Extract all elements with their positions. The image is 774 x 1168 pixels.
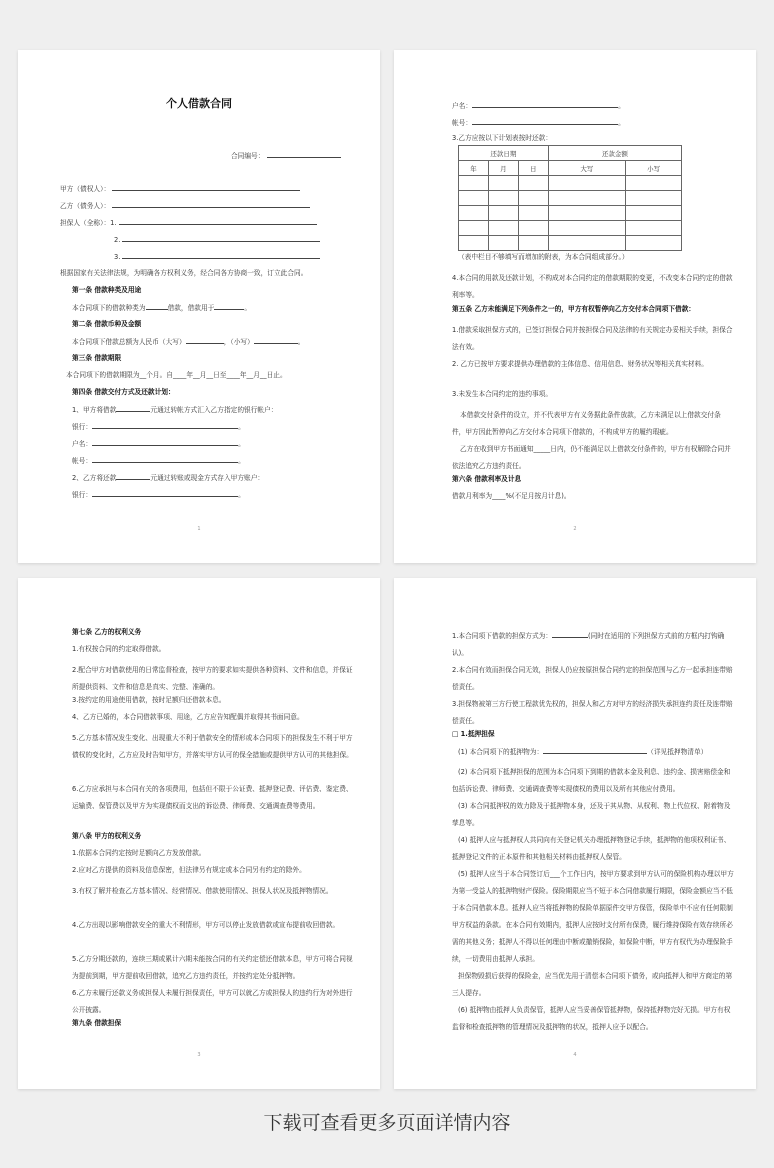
- mortgage-item-1: (1) 本合同项下的抵押物为： （详见抵押物清单）: [458, 748, 708, 756]
- guarantor-field-1: 担保人（全称）：1.: [60, 218, 317, 228]
- article-8-item-1: 1.依据本合同约定按时足额向乙方发放借款。: [72, 849, 206, 857]
- account-no-field: 帐号： 。: [72, 457, 245, 465]
- table-row: [459, 176, 682, 191]
- repayment-table: [458, 145, 682, 251]
- contract-page-2: [394, 50, 756, 563]
- article-3-body: 本合同项下的借款期限为__个月。自____年__月__日至____年__月__日止。: [66, 371, 287, 379]
- header-uppercase: 大写: [548, 161, 626, 176]
- article-9-title: 第九条 借款担保: [72, 1019, 122, 1027]
- contract-number-field: 合同编号：: [231, 151, 341, 161]
- article-2-title: 第二条 借款币种及金额: [72, 320, 142, 328]
- article-5-title: 第五条 乙方未能满足下列条件之一的，甲方有权暂停向乙方交付本合同项下借款：: [452, 305, 696, 313]
- page-number: 1: [197, 526, 201, 532]
- table-row: [459, 206, 682, 221]
- preamble: 根据国家有关法律法规，为明确各方权利义务，经合同各方协商一致，订立此合同。: [60, 269, 308, 277]
- mortgage-item-5: (5) 抵押人应当于本合同签订后___个工作日内，按甲方要求到甲方认可的保险机构办理以甲方为第一受益人的抵押物财产保险。保险期限应当不短于本合同借款履行期限，保险金额应当不低于本合同借款本息。抵押人应当将抵押物的保险单据原件交甲方保管，保险单中不应有任何限制甲方权益的条款。在本合同有效期内，抵押人应按时支付所有保费，履行维持保险有效存续所必需的其他义务；抵押人不得以任何理由中断或撤销保险，如保险中断，甲方有权代为办理保险手续，一切费用由抵押人承担。: [452, 870, 734, 963]
- page-number: 2: [573, 526, 577, 532]
- party-b-field: 乙方（债务人）：: [60, 201, 310, 211]
- article-6-body: 借款月利率为____%(不足月按月计息)。: [452, 492, 571, 500]
- article-5-item-3: 3.未发生本合同约定的违约事项。: [452, 390, 553, 398]
- page-number: 3: [197, 1052, 201, 1058]
- page-number: 4: [573, 1052, 577, 1058]
- article-2-body: 本合同项下借款总额为人民币（大写） ，（小写） 。: [72, 338, 305, 346]
- mortgage-item-2: (2) 本合同项下抵押担保的范围为本合同项下到期的借款本金及利息、违约金、损害赔偿金和包括诉讼费、律师费、交通调查费等实现债权的费用以及所有其他应付费用。: [452, 768, 731, 793]
- header-year: 年: [459, 161, 489, 176]
- article-8-item-2: 2.应对乙方提供的资料及信息保密，但法律另有规定或本合同另有约定的除外。: [72, 866, 306, 874]
- header-repayment-date: 还款日期: [459, 146, 549, 161]
- article-7-item-4: 4、乙方已婚的，本合同借款事项、用途，乙方应告知配偶并取得其书面同意。: [72, 713, 304, 721]
- mortgage-title: □ 1.抵押担保: [452, 730, 495, 738]
- mortgage-item-6: (6) 抵押物由抵押人负责保管，抵押人应当妥善保管抵押物，保持抵押物完好无损。甲方有权监督和检查抵押物的管理情况及抵押物的状况，抵押人应予以配合。: [452, 1006, 731, 1031]
- mortgage-item-4: (4) 抵押人应与抵押权人共同向有关登记机关办理抵押物登记手续，抵押物的他项权利证书、抵押登记文件的正本原件和其他相关材料由抵押权人保管。: [452, 836, 731, 861]
- repayment-plan-intro: 3.乙方应按以下计划表按时还款：: [452, 134, 553, 142]
- article-1-title: 第一条 借款种类及用途: [72, 286, 142, 294]
- guarantee-method: 1.本合同项下借款的担保方式为： (同时在适用的下列担保方式前的方框内打钩确认)。: [452, 632, 725, 657]
- article-5-item-1: 1.借款采取担保方式的，已签订担保合同并按担保合同及法律的有关规定办妥相关手续，担保合法有效。: [452, 326, 733, 351]
- contract-page-4: [394, 578, 756, 1089]
- article-8-item-4: 4.乙方出现以影响借款安全的重大不利情形，甲方可以停止发放借款或宣布提前收回借款。: [72, 921, 340, 929]
- article-7-item-2: 2.配合甲方对借款使用的日常监督检查，按甲方的要求如实提供各种资料、文件和信息，并保证所提供资料、文件和信息是真实、完整、准确的。: [72, 666, 353, 691]
- table-note: （表中栏目不够填写而增加的附表，为本合同组成部分。）: [458, 253, 629, 261]
- table-row: [459, 221, 682, 236]
- article-1-body: 本合同项下的借款种类为 借款，借款用于 。: [72, 304, 252, 312]
- download-more-footer[interactable]: 下载可查看更多页面详情内容: [263, 1112, 511, 1134]
- contract-page-3: [18, 578, 380, 1089]
- account-no-field: 帐号： 。: [452, 119, 625, 127]
- article-4-item-1: 1、甲方将借款 元通过转帐方式汇入乙方指定的银行帐户：: [72, 406, 278, 414]
- article-7-item-6: 6.乙方应承担与本合同有关的各项费用，包括但不限于公证费、抵押登记费、评估费、鉴定费、运输费、保管费以及甲方为实现债权而支出的诉讼费、律师费、交通调查费等费用。: [72, 785, 353, 810]
- article-8-item-3: 3.有权了解并检查乙方基本情况、经营情况、借款使用情况、担保人状况及抵押物情况。: [72, 887, 333, 895]
- guarantor-field-3: 3.: [114, 252, 320, 262]
- article-4-title: 第四条 借款交付方式及还款计划：: [72, 388, 175, 396]
- contract-page-1: [18, 50, 380, 563]
- article-3-title: 第三条 借款期限: [72, 354, 122, 362]
- article-6-title: 第六条 借款利率及计息: [452, 475, 522, 483]
- article-4-item-2: 2、乙方将还款 元通过转账或现金方式存入甲方账户：: [72, 474, 265, 482]
- header-day: 日: [518, 161, 548, 176]
- article-7-title: 第七条 乙方的权利义务: [72, 628, 142, 636]
- party-a-field: 甲方（债权人）：: [60, 184, 300, 194]
- bank-field: 银行： 。: [72, 423, 245, 431]
- header-repayment-amount: 还款金额: [548, 146, 681, 161]
- guarantee-item-3: 3.担保物被第三方行使工程款优先权的，担保人和乙方对甲方的经济损失承担连约责任及连带赔偿责任。: [452, 700, 733, 725]
- article-5-item-2: 2. 乙方已按甲方要求提供办理借款的主体信息、信用信息、财务状况等相关真实材料。: [452, 360, 708, 368]
- header-month: 月: [488, 161, 518, 176]
- table-row: [459, 191, 682, 206]
- mortgage-item-3: (3) 本合同抵押权的效力除及于抵押物本身，还及于其从物、从权利、物上代位权、附着物及孳息等。: [452, 802, 731, 827]
- contract-title: 个人借款合同: [166, 97, 232, 110]
- guarantor-field-2: 2.: [114, 235, 320, 245]
- item-4: 4.本合同的用款及还款计划，不构成对本合同约定的借款期限的变更，不改变本合同约定的借款利率等。: [452, 274, 733, 299]
- guarantee-item-2: 2.本合同有效而担保合同无效，担保人仍应按原担保合同约定的担保范围与乙方一起承担连带赔偿责任。: [452, 666, 733, 691]
- table-row: [459, 236, 682, 251]
- bank-field-2: 银行： 。: [72, 491, 245, 499]
- header-lowercase: 小写: [626, 161, 682, 176]
- article-8-title: 第八条 甲方的权利义务: [72, 832, 142, 840]
- article-8-item-6: 6.乙方未履行还款义务或担保人未履行担保责任，甲方可以就乙方或担保人的违约行为对外进行公开披露。: [72, 989, 353, 1014]
- article-5-para-2: 乙方在收到甲方书面通知_____日内，仍不能满足以上借款交付条件的，甲方有权解除合同并依法追究乙方违约责任。: [452, 445, 731, 470]
- insurance-proceeds-para: 担保物毁损后获得的保险金，应当优先用于清偿本合同项下债务，或向抵押人和甲方商定的第三人提存。: [452, 972, 733, 997]
- article-7-item-1: 1.有权按合同的约定取得借款。: [72, 645, 166, 653]
- article-5-para-1: 本借款交付条件的设立，并不代表甲方有义务据此条件放款，乙方未满足以上借款交付条件，甲方因此暂停向乙方交付本合同项下借款的，不构成甲方的履约瑕疵。: [452, 411, 721, 436]
- article-8-item-5: 5.乙方分期还款的，连续三期或累计六期未能按合同的有关约定偿还借款本息，甲方可将合同视为提前到期，甲方提前收回借款，追究乙方违约责任，并按约定处分抵押物。: [72, 955, 353, 980]
- article-7-item-5: 5.乙方基本情况发生变化、出现重大不利于借款安全的情形或本合同项下的担保发生不利于甲方债权的变化时，乙方应及时告知甲方，并落实甲方认可的保全措施或提供甲方认可的其他担保。: [72, 734, 353, 759]
- account-name-field: 户名： 。: [452, 102, 625, 110]
- account-name-field: 户名： 。: [72, 440, 245, 448]
- article-7-item-3: 3.按约定的用途使用借款，按时足额归还借款本息。: [72, 696, 226, 704]
